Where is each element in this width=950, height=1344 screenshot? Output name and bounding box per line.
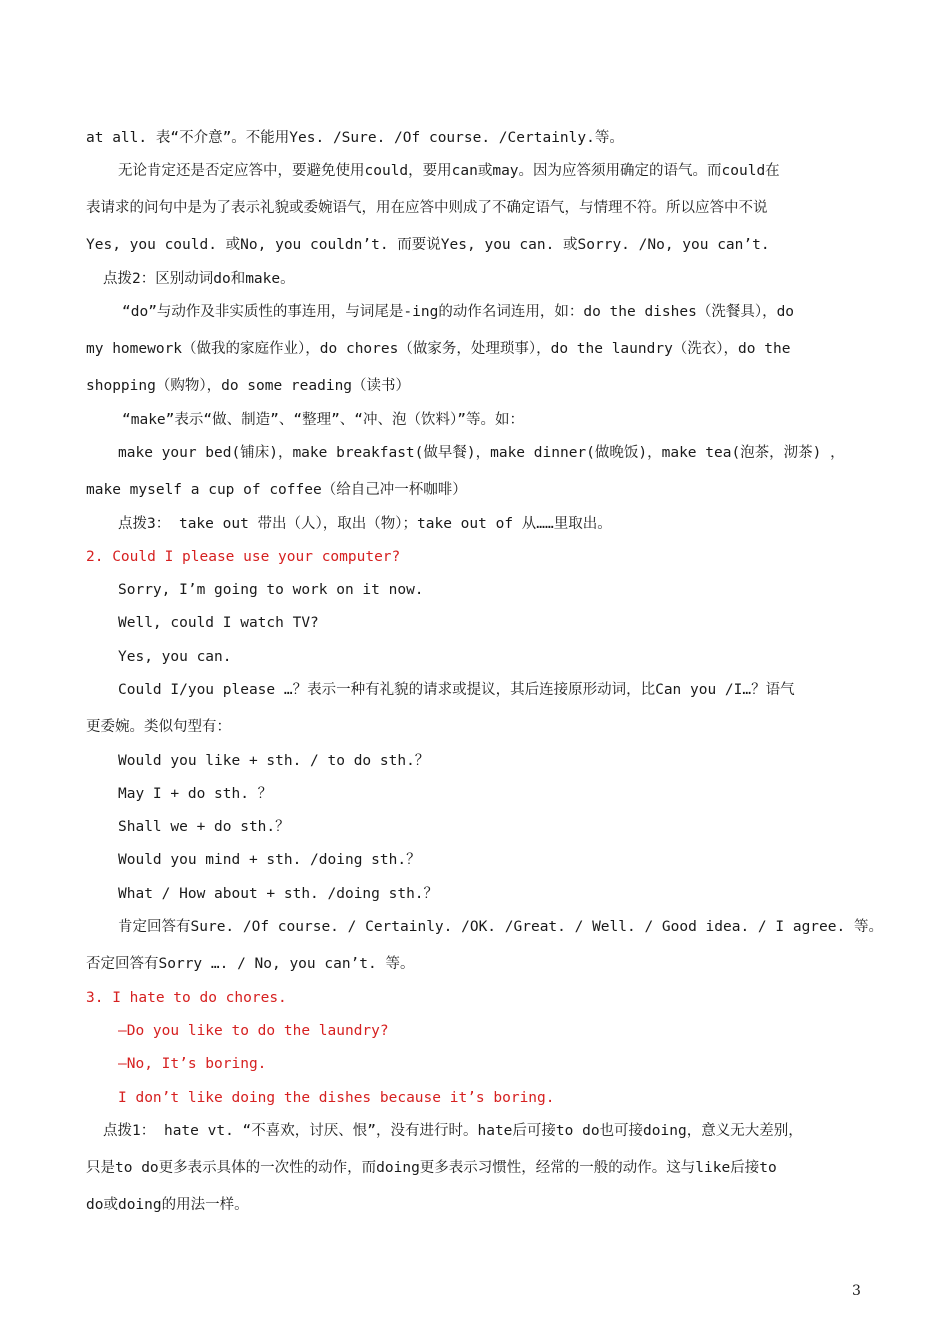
example-sentence: Yes, you can.	[118, 649, 232, 665]
example-sentence: Well, could I watch TV?	[118, 615, 319, 631]
section-heading: 点拨2：区别动词do和make。	[103, 271, 295, 287]
numbered-sentence-heading: 3. I hate to do chores.	[86, 990, 287, 1006]
text-line: Could I/you please …？表示一种有礼貌的请求或提议，其后连接原形动词，比Can you /I…？语气	[118, 682, 795, 698]
text-line: “make”表示“做、制造”、“整理”、“冲、泡（饮料）”等。如：	[122, 412, 525, 428]
text-line: at all. 表“不介意”。不能用Yes. /Sure. /Of course. /Certainly.等。	[86, 130, 624, 146]
text-line: “do”与动作及非实质性的事连用，与词尾是-ing的动作名词连用，如：do the dishes（洗餐具），do	[122, 304, 795, 320]
sentence-pattern: Would you mind + sth. /doing sth.？	[118, 852, 421, 868]
text-line: 无论肯定还是否定应答中，要避免使用could，要用can或may。因为应答须用确定的语气。而could在	[118, 163, 780, 179]
text-line: Yes, you could. 或No, you couldn’t. 而要说Yes, you can. 或Sorry. /No, you can’t.	[86, 237, 770, 253]
example-sentence: —No, It’s boring.	[118, 1056, 267, 1072]
example-sentence: Sorry, I’m going to work on it now.	[118, 582, 424, 598]
page-number: 3	[852, 1283, 861, 1299]
text-line: shopping（购物），do some reading（读书）	[86, 378, 411, 394]
text-line: make myself a cup of coffee（给自己冲一杯咖啡）	[86, 482, 467, 498]
sentence-pattern: Shall we + do sth.？	[118, 819, 290, 835]
text-line: do或doing的用法一样。	[86, 1197, 249, 1213]
sentence-pattern: Would you like + sth. / to do sth.？	[118, 753, 430, 769]
sentence-pattern: What / How about + sth. /doing sth.？	[118, 886, 439, 902]
text-line: 只是to do更多表示具体的一次性的动作，而doing更多表示习惯性，经常的一般的动作。这与like后接to	[86, 1160, 777, 1176]
text-line: 否定回答有Sorry …. / No, you can’t. 等。	[86, 956, 415, 972]
example-sentence: I don’t like doing the dishes because it’s boring.	[118, 1090, 555, 1106]
example-sentence: —Do you like to do the laundry?	[118, 1023, 389, 1039]
text-line: make your bed(铺床)，make breakfast(做早餐)，make dinner(做晚饭)，make tea(泡茶，沏茶) ，	[118, 445, 845, 461]
text-line: 表请求的问句中是为了表示礼貌或委婉语气，用在应答中则成了不确定语气，与情理不符。所以应答中不说	[86, 200, 768, 216]
text-line: my homework（做我的家庭作业），do chores（做家务，处理琐事），do the laundry（洗衣），do the	[86, 341, 791, 357]
section-heading: 点拨1： hate vt. “不喜欢，讨厌、恨”，没有进行时。hate后可接to do也可接doing，意义无大差别，	[103, 1123, 803, 1139]
text-line: 更委婉。类似句型有：	[86, 719, 231, 735]
numbered-sentence-heading: 2. Could I please use your computer?	[86, 549, 401, 565]
sentence-pattern: May I + do sth. ？	[118, 786, 273, 802]
text-line: 肯定回答有Sure. /Of course. / Certainly. /OK. /Great. / Well. / Good idea. / I agree. 等。	[118, 919, 883, 935]
section-heading: 点拨3： take out 带出（人），取出（物）；take out of 从……里取出。	[118, 516, 612, 532]
